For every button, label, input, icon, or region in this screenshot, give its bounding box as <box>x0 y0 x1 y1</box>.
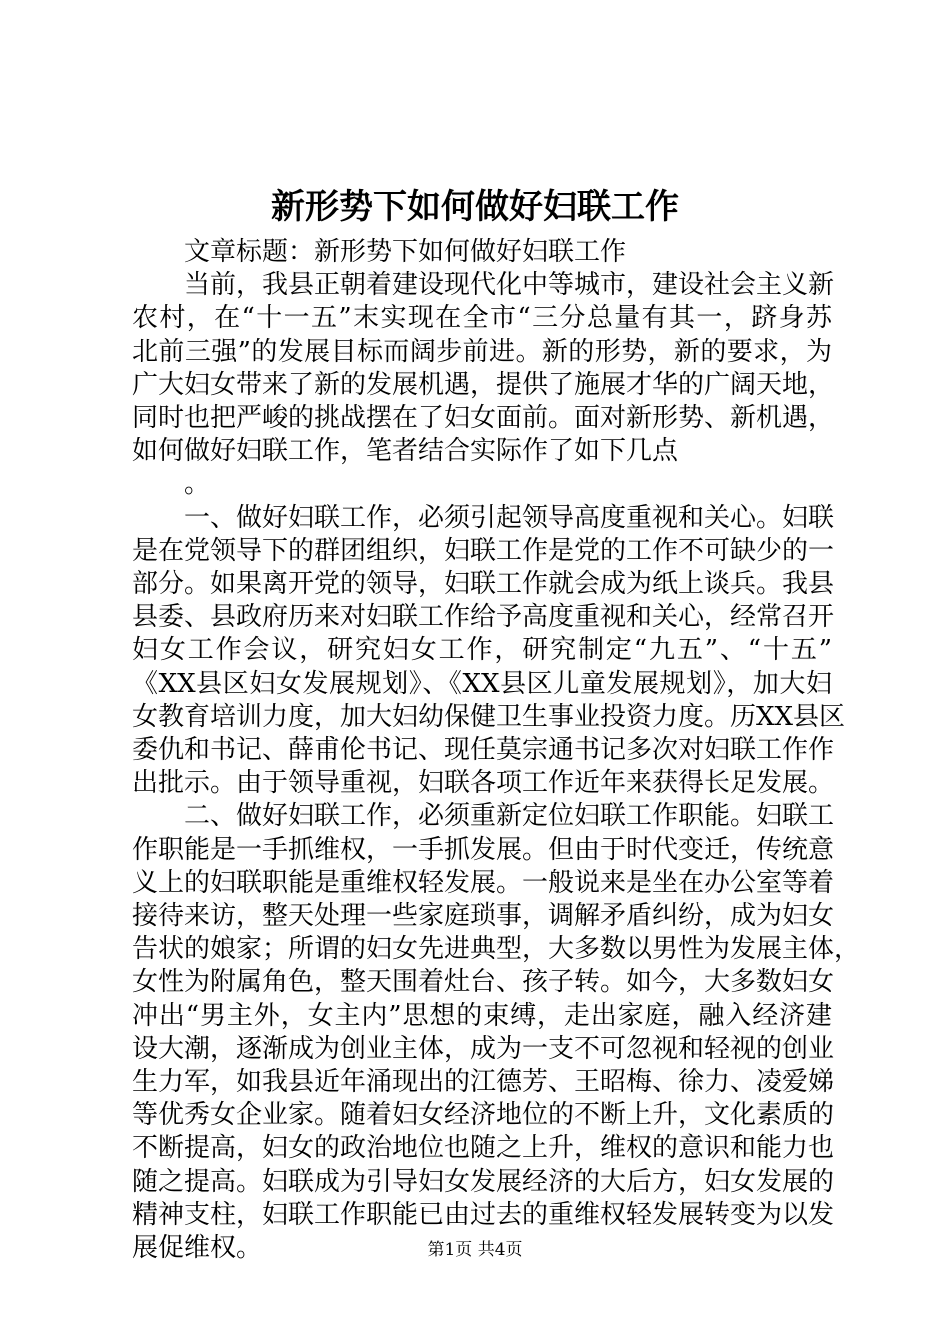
body-text-line: 告状的娘家；所谓的妇女先进典型，大多数以男性为发展主体， <box>132 934 861 965</box>
body-text-line: 农村，在“十一五”末实现在全市“三分总量有其一，跻身苏 <box>132 303 832 334</box>
body-text-line: 二、做好妇联工作，必须重新定位妇联工作职能。妇联工 <box>132 801 835 832</box>
body-text-line: 接待来访，整天处理一些家庭琐事，调解矛盾纠纷，成为妇女 <box>132 901 835 931</box>
body-text-line: 等优秀女企业家。随着妇女经济地位的不断上升，文化素质的 <box>132 1100 835 1131</box>
body-text-line: 广大妇女带来了新的发展机遇，提供了施展才华的广阔天地， <box>132 369 835 400</box>
body-text-line: 设大潮，逐渐成为创业主体，成为一支不可忽视和轻视的创业 <box>132 1033 835 1064</box>
body-text-line: 精神支柱，妇联工作职能已由过去的重维权轻发展转变为以发 <box>132 1199 835 1230</box>
body-text-line: 。 <box>132 469 211 500</box>
body-text-line: 女性为附属角色，整天围着灶台、孩子转。如今，大多数妇女 <box>132 967 835 998</box>
body-text-line: 北前三强”的发展目标而阔步前进。新的形势，新的要求，为 <box>132 336 832 367</box>
body-text-line: 义上的妇联职能是重维权轻发展。一般说来是坐在办公室等着 <box>132 867 835 898</box>
body-text-line: 生力军，如我县近年涌现出的江德芳、王昭梅、徐力、凌爱娣 <box>132 1067 835 1097</box>
body-text-line: 妇女工作会议，研究妇女工作，研究制定“九五”、“十五” <box>132 635 832 666</box>
body-text-line: 不断提高，妇女的政治地位也随之上升，维权的意识和能力也 <box>132 1133 835 1164</box>
body-text-line: 一、做好妇联工作，必须引起领导高度重视和关心。妇联 <box>132 502 835 533</box>
body-text-line: 作职能是一手抓维权，一手抓发展。但由于时代变迁，传统意 <box>132 834 835 865</box>
body-text-line: 展促维权。 <box>132 1233 263 1263</box>
body-text-line: 县委、县政府历来对妇联工作给予高度重视和关心，经常召开 <box>132 602 835 633</box>
body-text-line: 部分。如果离开党的领导，妇联工作就会成为纸上谈兵。我县 <box>132 569 835 599</box>
body-text-line: 是在党领导下的群团组织，妇联工作是党的工作不可缺少的一 <box>132 535 835 566</box>
body-text-line: 文章标题：新形势下如何做好妇联工作 <box>132 237 627 267</box>
body-text-line: 女教育培训力度，加大妇幼保健卫生事业投资力度。历XX县区 <box>132 701 846 732</box>
body-text-line: 《XX县区妇女发展规划》、《XX县区儿童发展规划》，加大妇 <box>132 668 832 699</box>
body-text-line: 出批示。由于领导重视，妇联各项工作近年来获得长足发展。 <box>132 768 835 799</box>
body-text-line: 冲出“男主外，女主内”思想的束缚，走出家庭，融入经济建 <box>132 1000 832 1031</box>
body-text-line: 随之提高。妇联成为引导妇女发展经济的大后方，妇女发展的 <box>132 1166 835 1197</box>
body-text-line: 同时也把严峻的挑战摆在了妇女面前。面对新形势、新机遇， <box>132 403 835 433</box>
page-footer: 第1页 共4页 <box>427 1240 523 1260</box>
body-text-line: 如何做好妇联工作，笔者结合实际作了如下几点 <box>132 436 679 467</box>
page-title: 新形势下如何做好妇联工作 <box>271 187 679 227</box>
body-text-line: 委仇和书记、薛甫伦书记、现任莫宗通书记多次对妇联工作作 <box>132 735 835 765</box>
body-text-line: 当前，我县正朝着建设现代化中等城市，建设社会主义新 <box>132 270 835 301</box>
